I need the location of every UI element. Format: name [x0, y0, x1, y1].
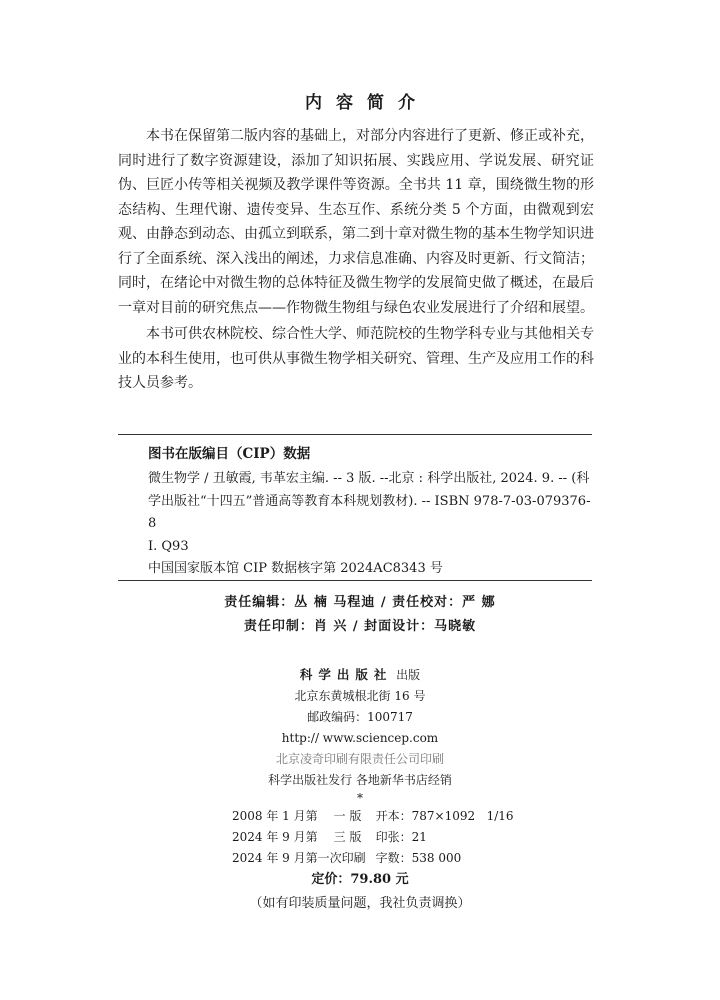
summary-paragraph: 本书可供农林院校、综合性大学、师范院校的生物学科专业与其他相关专业的本科生使用，也可供从事微生物学相关研究、管理、生产及应用工作的科技人员参考。 — [118, 326, 594, 391]
distribution-line: 科学出版社发行 各地新华书店经销 — [268, 773, 452, 787]
edition-number: 一 版 — [333, 809, 362, 823]
cip-top-rule — [118, 434, 592, 435]
edition-date: 2024 年 9 月第 — [232, 830, 318, 844]
printer-line: 北京凌奇印刷有限责任公司印刷 — [275, 752, 444, 766]
publisher-logo-text: 科学出版社 — [299, 667, 393, 682]
edition-value: 787×1092 1/16 — [411, 809, 514, 823]
cip-classification: Ⅰ. Q93 — [148, 538, 189, 554]
price-value: 79.80 元 — [350, 872, 409, 887]
edition-table — [232, 806, 514, 869]
publisher-name-line — [0, 664, 720, 686]
staff-line-1: 责任编辑：丛 楠 马程迪 / 责任校对：严 娜 — [224, 595, 496, 610]
edition-value: 21 — [411, 830, 427, 844]
publisher-url: http:// www.sciencep.com — [281, 731, 439, 745]
summary-paragraph: 本书在保留第二版内容的基础上，对部分内容进行了更新、修正或补充，同时进行了数字资源建设，添加了知识拓展、实践应用、学说发展、研究证伪、巨匠小传等相关视频及教学课件等资源。全书共 11 章，围绕微生物的形态结构、生理代谢、遗传变异、生态互作、系统分类 5 个方面，由微观到宏观、由静态到动态、由孤立到联系，第二到十章对微生物的基本生物学知识进行了全面系统、深入浅出的阐述，力求信息准确、内容及时更新、行文简洁；同时，在绪论中对微生物的总体特征及微生物学的发展简史做了概述，在最后一章对目前的研究焦点——作物微生物组与绿色农业发展进行了介绍和展望。 — [118, 128, 594, 316]
summary-section — [118, 124, 594, 396]
cip-block — [148, 442, 592, 581]
edition-label: 印张： — [375, 830, 412, 844]
edition-row — [232, 806, 514, 827]
return-note: （如有印装质量问题，我社负责调换） — [249, 896, 471, 911]
publisher-address: 北京东黄城根北街 16 号 — [294, 689, 426, 703]
cip-heading: 图书在版编目（CIP）数据 — [148, 446, 311, 462]
summary-title: 内容简介 — [305, 93, 429, 113]
cip-record: 中国国家版本馆 CIP 数据核字第 2024AC8343 号 — [148, 561, 443, 576]
edition-number: 三 版 — [333, 830, 362, 844]
price-label: 定价： — [311, 872, 351, 887]
cip-description: 微生物学 / 丑敏霞, 韦革宏主编. -- 3 版. --北京 : 科学出版社, 2024. 9. -- (科学出版社“十四五”普通高等教育本科规划教材). -- ISBN 978-7-03-079376-8 — [148, 471, 591, 531]
edition-date: 2024 年 9 月第一次印刷 — [232, 851, 366, 865]
staff-line-2: 责任印制：肖 兴 / 封面设计：马晓敏 — [243, 619, 477, 634]
price-line — [0, 868, 720, 887]
edition-value: 538 000 — [411, 851, 462, 865]
edition-label: 字数： — [375, 851, 412, 865]
edition-label: 开本： — [375, 809, 412, 823]
edition-row — [232, 848, 514, 869]
edition-date: 2008 年 1 月第 — [232, 809, 318, 823]
publisher-name-suffix: 出版 — [396, 668, 421, 682]
publisher-postcode: 邮政编码：100717 — [307, 710, 413, 724]
cip-bottom-rule — [118, 580, 592, 581]
publisher-block — [0, 664, 720, 805]
edition-row — [232, 827, 514, 848]
separator-asterisk: * — [357, 791, 363, 805]
